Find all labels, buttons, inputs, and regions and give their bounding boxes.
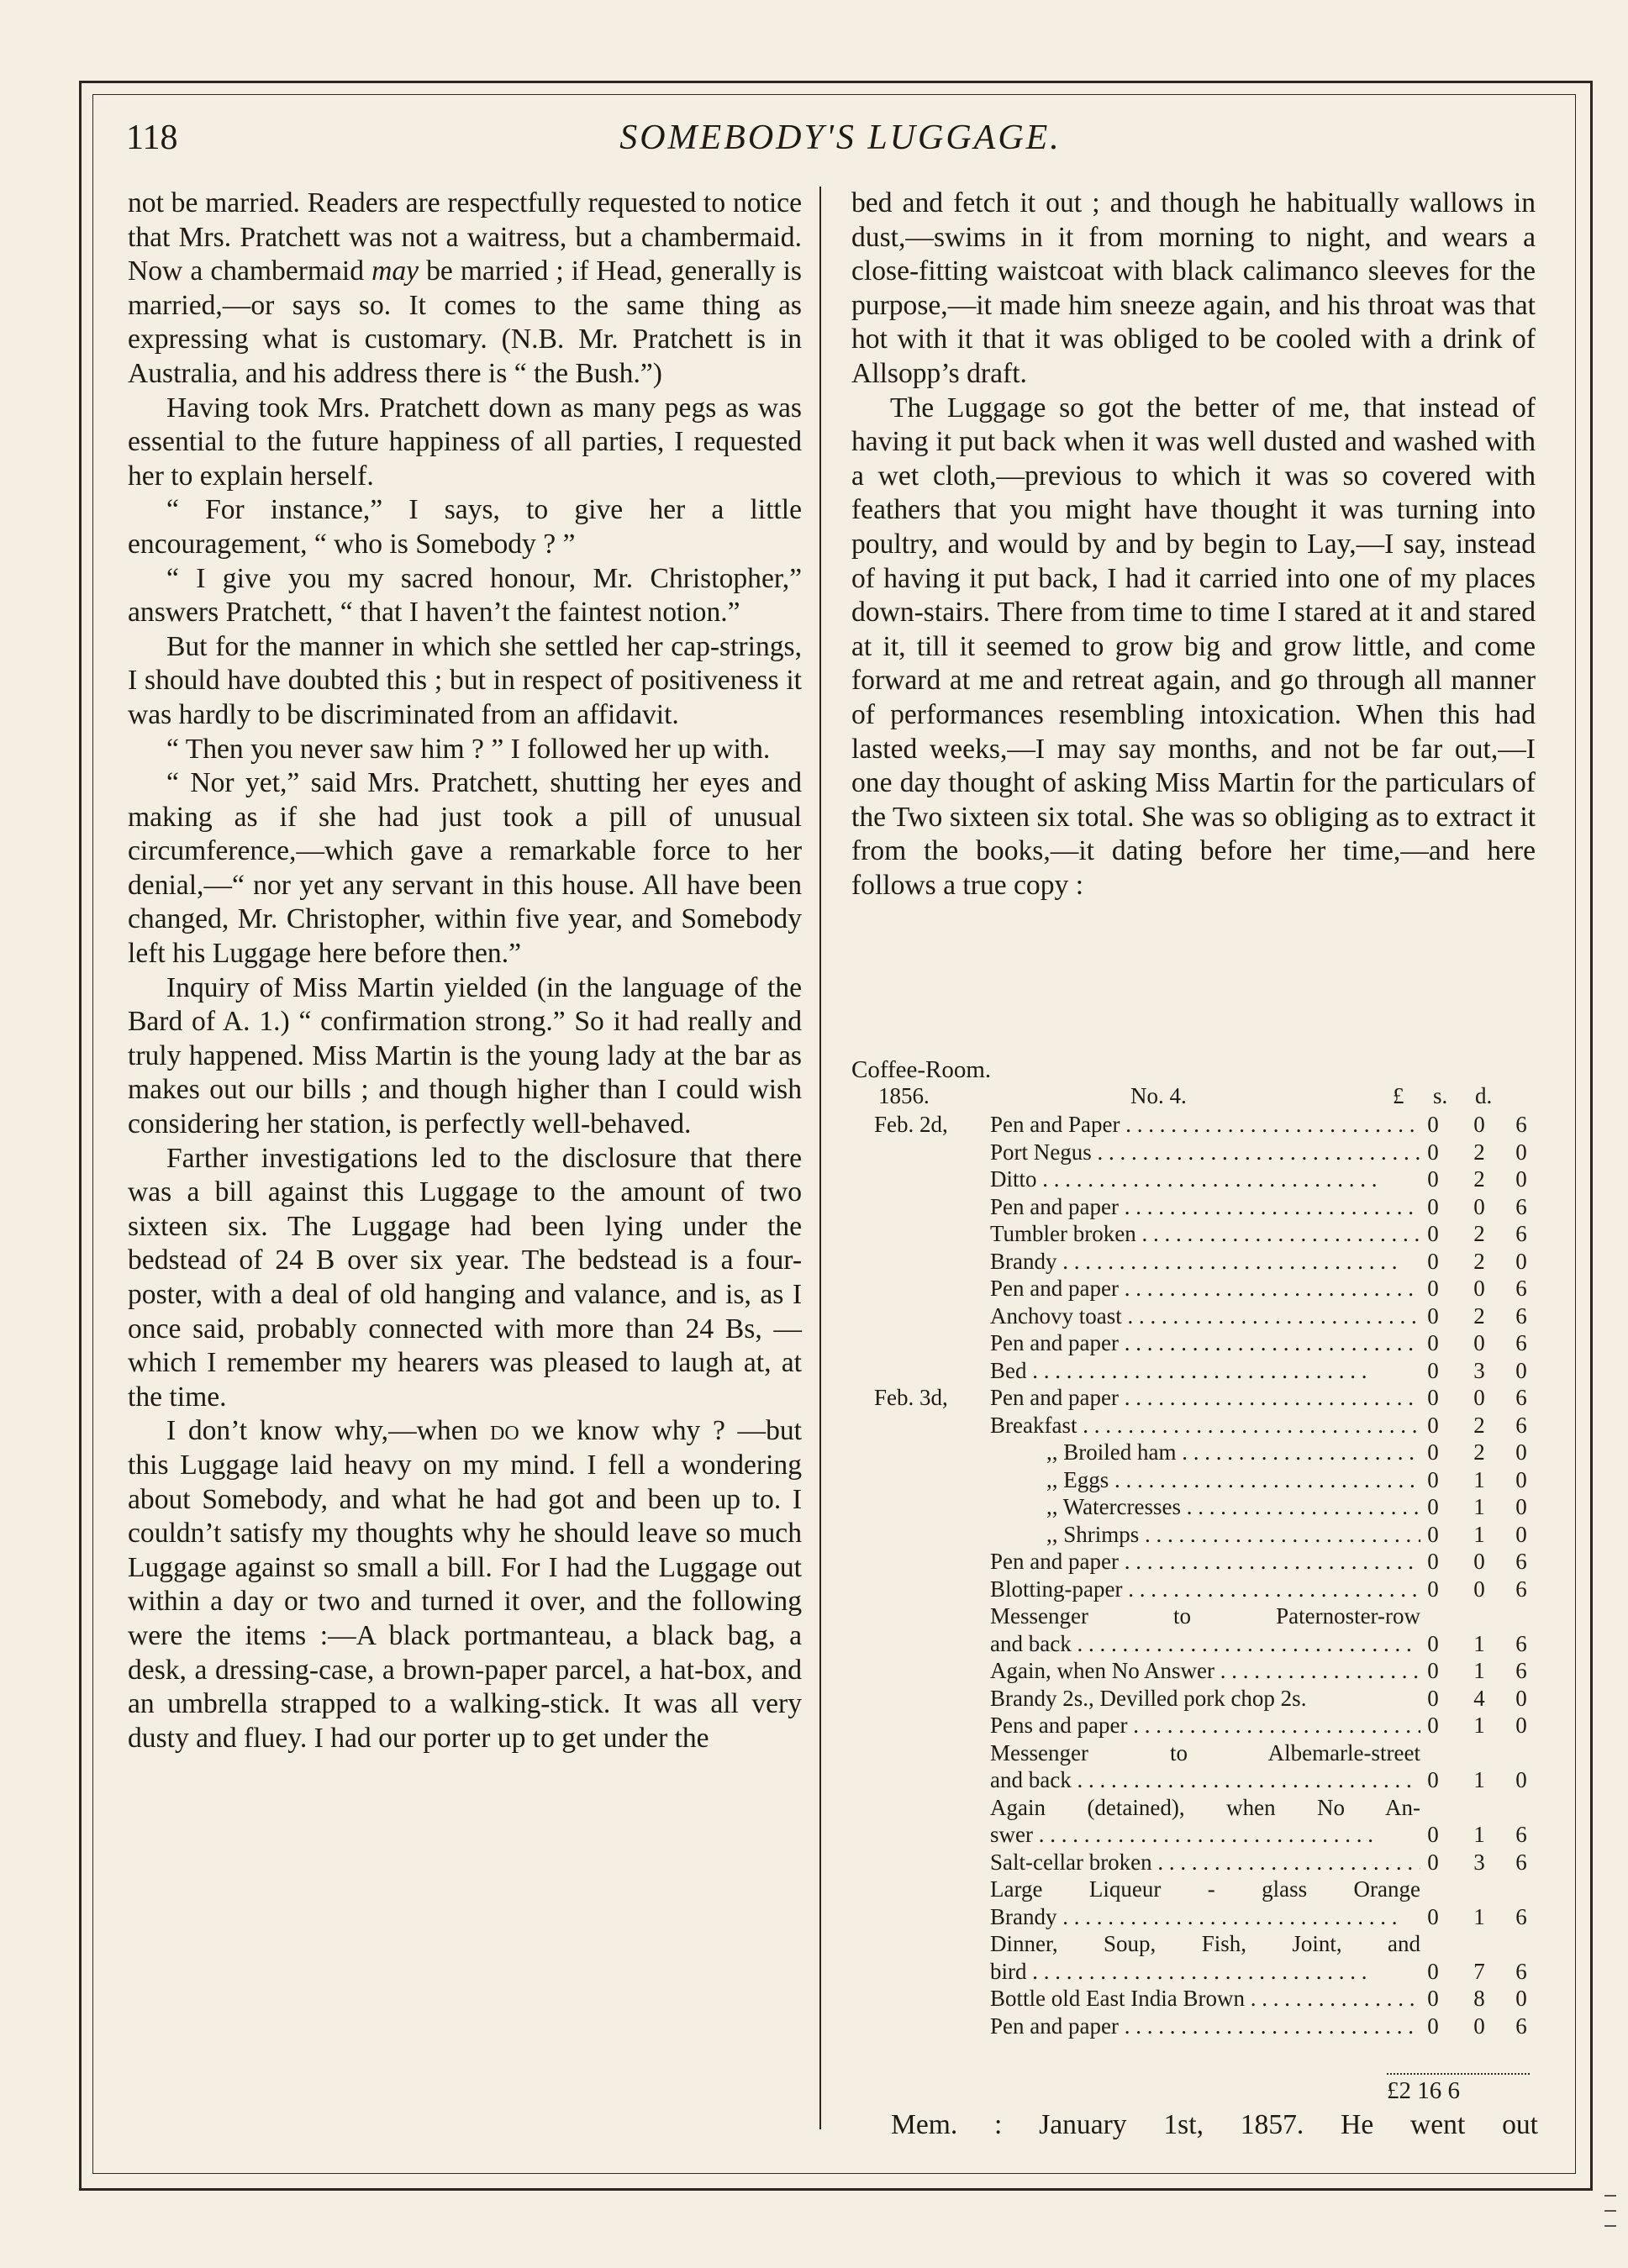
entry-shillings: 2: [1473, 1412, 1485, 1438]
entry-shillings: 2: [1473, 1221, 1485, 1246]
entry-shillings: 1: [1473, 1466, 1485, 1492]
entry-item: Dinner, Soup, Fish, Joint, and: [990, 1931, 1420, 1956]
entry-pence: 0: [1515, 1166, 1527, 1192]
entry-shillings: 8: [1473, 1986, 1485, 2011]
account-table: [874, 1111, 1546, 2039]
entry-pounds: 0: [1427, 1958, 1439, 1984]
entry-pounds: 0: [1427, 1166, 1439, 1192]
running-title: SOMEBODY'S LUGGAGE.: [619, 118, 1062, 157]
entry-pounds: 0: [1427, 1221, 1439, 1246]
entry-item: Tumbler broken . . .: [990, 1220, 1420, 1248]
entry-pence: 0: [1515, 1439, 1527, 1465]
entry-item: Pen and paper . . .: [990, 1275, 1420, 1302]
account-row: [874, 1466, 1546, 1494]
entry-pence: 6: [1515, 1221, 1527, 1246]
account-row: [874, 1302, 1546, 1330]
entry-pounds: 0: [1427, 1713, 1439, 1738]
account-row: [874, 1876, 1546, 1903]
entry-item: Brandy 2s., Devilled pork chop 2s.: [990, 1685, 1307, 1711]
account-row: [874, 1439, 1546, 1466]
memo-line: Mem. : January 1st, 1857. He went out: [891, 2109, 1538, 2140]
entry-pence: 6: [1515, 1658, 1527, 1683]
account-row: [874, 1766, 1546, 1794]
text-run: do: [490, 1415, 519, 1447]
paragraph: [128, 630, 802, 733]
text-run: But for the manner in which she settled her cap-strings, I should have doubted this ; but in respect of positiveness it was hardly to be discriminated from an affidavit.: [128, 630, 802, 730]
entry-shillings: 0: [1473, 1330, 1485, 1355]
entry-pence: 6: [1515, 1958, 1527, 1984]
account-header: [878, 1083, 1542, 1110]
entry-shillings: 2: [1473, 1166, 1485, 1192]
entry-item: Messenger to Albemarle-street: [990, 1739, 1420, 1765]
account-row: [874, 1821, 1546, 1849]
entry-pence: 0: [1515, 1713, 1527, 1738]
entry-shillings: 2: [1473, 1439, 1485, 1465]
entry-pounds: 0: [1427, 1849, 1439, 1875]
entry-pence: 0: [1515, 1685, 1527, 1711]
entry-item: Pen and paper . . .: [990, 1548, 1420, 1576]
entry-pounds: 0: [1427, 1822, 1439, 1847]
entry-shillings: 0: [1473, 2013, 1485, 2039]
entry-pence: 6: [1515, 1385, 1527, 1410]
text-run: we know why ? —but this Luggage laid heavy on my mind. I fell a wondering about Somebody, and what he had got and been up to. I couldn’t satisfy my thoughts why he should leave so much Luggage against so small a bill. For I had the Luggage out within a day or two and turned it over, and the following were the items :—A black portmanteau, a black bag, a desk, a dressing-case, a brown-paper parcel, a hat-box, and an umbrella strapped to a walking-stick. It was all very dusty and fluey. I had our porter up to get under the: [128, 1415, 802, 1754]
account-row: [874, 1521, 1546, 1549]
entry-pounds: 0: [1427, 1302, 1439, 1329]
entry-pence: 6: [1515, 1412, 1527, 1438]
account-row: [874, 1111, 1546, 1139]
entry-pounds: 0: [1427, 1385, 1439, 1410]
entry-shillings: 0: [1473, 1576, 1485, 1602]
account-row: [874, 1412, 1546, 1439]
text-run: “ Nor yet,” said Mrs. Pratchett, shutting her eyes and making as if she had just took a pill of unusual circumference,—which gave a remarkable force to her denial,—“ nor yet any servant in this house. All have been changed, Mr. Christopher, within five year, and Somebody left his Luggage here before then.”: [128, 767, 802, 970]
entry-item: Again (detained), when No An-: [990, 1794, 1420, 1820]
account-row: [874, 1712, 1546, 1739]
entry-item: Pen and paper . . .: [990, 1384, 1420, 1412]
entry-item: Large Liqueur - glass Orange: [990, 1876, 1420, 1902]
entry-pence: 0: [1515, 1466, 1527, 1492]
entry-item: Pen and Paper . . .: [990, 1111, 1420, 1139]
paragraph: [128, 766, 802, 971]
entry-pounds: 0: [1427, 1357, 1439, 1383]
pence-heading: d.: [1475, 1083, 1493, 1108]
account-row: [874, 1193, 1546, 1221]
account-row: [874, 1985, 1546, 2013]
entry-shillings: 1: [1473, 1767, 1485, 1792]
entry-item: Bed . . .: [990, 1357, 1420, 1385]
entry-pence: 0: [1515, 1767, 1527, 1792]
account-row: [874, 1275, 1546, 1302]
entry-pence: 0: [1515, 1521, 1527, 1547]
entry-item: Messenger to Paternoster-row: [990, 1603, 1420, 1629]
paragraph: [128, 187, 802, 392]
account-row: [874, 1739, 1546, 1767]
right-text-column: [851, 187, 1536, 902]
account-row: [874, 1493, 1546, 1521]
text-run: be married ; if Head, generally is married,—or says so. It comes to the same thing as expressing what is customary. (N.B. Mr. Pratchett is in Australia, and his address there is “ the Bush.”): [128, 255, 802, 389]
entry-shillings: 0: [1473, 1193, 1485, 1219]
account-row: [874, 1139, 1546, 1166]
entry-pence: 6: [1515, 2013, 1527, 2039]
text-run: Having took Mrs. Pratchett down as many pegs as was essential to the future happiness of all parties, I requested her to explain herself.: [128, 392, 802, 492]
entry-item: and back . . .: [990, 1630, 1420, 1658]
entry-shillings: 3: [1473, 1357, 1485, 1383]
entry-item: Ditto . . .: [990, 1166, 1420, 1193]
paragraph: [128, 392, 802, 494]
entry-item: Blotting-paper . . .: [990, 1576, 1420, 1603]
account-row: [874, 1602, 1546, 1630]
entry-item: Salt-cellar broken . . .: [990, 1849, 1420, 1876]
entry-pence: 6: [1515, 1112, 1527, 1137]
entry-pounds: 0: [1427, 1685, 1439, 1711]
paragraph: [128, 971, 802, 1142]
entry-shillings: 0: [1473, 1549, 1485, 1574]
running-header: [126, 118, 1555, 168]
entry-pounds: 0: [1427, 1412, 1439, 1438]
entry-item: Anchovy toast . . .: [990, 1302, 1420, 1330]
entry-shillings: 1: [1473, 1630, 1485, 1656]
entry-pounds: 0: [1427, 1521, 1439, 1547]
entry-pence: 0: [1515, 1986, 1527, 2011]
entry-shillings: 2: [1473, 1302, 1485, 1329]
account-number: No. 4.: [1130, 1083, 1187, 1108]
shillings-heading: s.: [1433, 1083, 1448, 1108]
entry-shillings: 4: [1473, 1685, 1485, 1711]
entry-item: ,, Shrimps . . .: [1046, 1521, 1420, 1549]
entry-item: swer . . .: [990, 1821, 1420, 1849]
paragraph: [128, 1142, 802, 1415]
paragraph: [128, 493, 802, 561]
account-row: [874, 1657, 1546, 1685]
account-row: [874, 1248, 1546, 1276]
entry-pounds: 0: [1427, 1276, 1439, 1301]
account-row: [874, 2013, 1546, 2040]
paragraph: [851, 187, 1536, 392]
account-row: [874, 1576, 1546, 1603]
entry-pounds: 0: [1427, 1439, 1439, 1465]
account-row: [874, 1849, 1546, 1876]
entry-pounds: 0: [1427, 1466, 1439, 1492]
entry-shillings: 1: [1473, 1903, 1485, 1929]
entry-pounds: 0: [1427, 1767, 1439, 1792]
account-title: Coffee-Room.: [851, 1056, 992, 1083]
pounds-heading: £: [1393, 1083, 1404, 1108]
account-row: [874, 1548, 1546, 1576]
entry-pence: 6: [1515, 1330, 1527, 1355]
account-row: [874, 1630, 1546, 1658]
entry-item: Pen and paper . . .: [990, 1329, 1420, 1357]
text-run: “ For instance,” I says, to give her a little encouragement, “ who is Somebody ? ”: [128, 494, 802, 560]
entry-pounds: 0: [1427, 1549, 1439, 1574]
entry-pence: 6: [1515, 1849, 1527, 1875]
paragraph: [128, 733, 802, 767]
entry-shillings: 0: [1473, 1385, 1485, 1410]
entry-pounds: 0: [1427, 1658, 1439, 1683]
text-run: “ I give you my sacred honour, Mr. Christopher,” answers Pratchett, “ that I haven’t the faintest notion.”: [128, 562, 802, 629]
page-number: 118: [126, 118, 178, 157]
entry-pounds: 0: [1427, 1139, 1439, 1165]
edge-mark: [1604, 2195, 1616, 2197]
entry-item: and back . . .: [990, 1766, 1420, 1794]
text-run: bed and fetch it out ; and though he habitually wallows in dust,—swims in it from morning to night, and wears a close-fitting waistcoat with black calimanco sleeves for the purpose,—it made him sneeze again, and his throat was that hot with it that it was obliged to be cooled with a drink of Allsopp’s draft.: [851, 187, 1536, 389]
entry-item: ,, Watercresses . . .: [1046, 1493, 1420, 1521]
entry-pounds: 0: [1427, 1248, 1439, 1274]
entry-item: Brandy . . .: [990, 1248, 1420, 1276]
entry-pounds: 0: [1427, 1193, 1439, 1219]
entry-pence: 6: [1515, 1302, 1527, 1329]
entry-pence: 0: [1515, 1248, 1527, 1274]
paragraph: [128, 562, 802, 630]
entry-shillings: 7: [1473, 1958, 1485, 1984]
entry-date: Feb. 2d,: [874, 1112, 948, 1137]
column-divider: [819, 187, 821, 2129]
entry-pence: 6: [1515, 1276, 1527, 1301]
account-row: [874, 1357, 1546, 1385]
entry-pence: 0: [1515, 1494, 1527, 1519]
entry-item: bird . . .: [990, 1958, 1420, 1986]
entry-item: Brandy . . .: [990, 1903, 1420, 1931]
account-row: [874, 1166, 1546, 1193]
account-year: 1856.: [878, 1083, 930, 1108]
entry-pounds: 0: [1427, 2013, 1439, 2039]
entry-item: ,, Broiled ham . . .: [1046, 1439, 1420, 1466]
edge-mark: [1604, 2210, 1616, 2212]
entry-pence: 6: [1515, 1576, 1527, 1602]
account-row: [874, 1794, 1546, 1822]
entry-shillings: 1: [1473, 1658, 1485, 1683]
account-row: [874, 1685, 1546, 1713]
text-run: “ Then you never saw him ? ” I followed her up with.: [166, 733, 771, 765]
entry-item: Again, when No Answer . . .: [990, 1657, 1420, 1685]
entry-shillings: 2: [1473, 1248, 1485, 1274]
entry-shillings: 3: [1473, 1849, 1485, 1875]
text-run: Inquiry of Miss Martin yielded (in the language of the Bard of A. 1.) “ confirmation strong.” So it had really and truly happened. Miss Martin is the young lady at the bar as makes out our bills ; and though higher than I could wish considering her station, is perfectly well-behaved.: [128, 971, 802, 1140]
entry-item: Pens and paper . . .: [990, 1712, 1420, 1739]
entry-pounds: 0: [1427, 1494, 1439, 1519]
paragraph: [851, 392, 1536, 903]
paragraph: [128, 1414, 802, 1755]
entry-pounds: 0: [1427, 1630, 1439, 1656]
account-row: [874, 1903, 1546, 1931]
left-text-column: [128, 187, 802, 1755]
entry-shillings: 1: [1473, 1494, 1485, 1519]
entry-shillings: 0: [1473, 1276, 1485, 1301]
account-row: [874, 1958, 1546, 1986]
entry-pence: 6: [1515, 1549, 1527, 1574]
entry-pence: 0: [1515, 1139, 1527, 1165]
entry-shillings: 1: [1473, 1521, 1485, 1547]
text-run: Farther investigations led to the disclosure that there was a bill against this Luggage to the amount of two sixteen six. The Luggage had been lying under the bedstead of 24 B over six year. The bedstead is a four-poster, with a deal of old hanging and valance, and is, as I once said, probably connected with more than 24 Bs, —which I remember my hearers was pleased to laugh at, at the time.: [128, 1142, 802, 1413]
entry-pounds: 0: [1427, 1330, 1439, 1355]
entry-shillings: 1: [1473, 1822, 1485, 1847]
total-rule: [1387, 2073, 1530, 2075]
entry-item: Bottle old East India Brown . . .: [990, 1985, 1420, 2013]
text-run: may: [371, 255, 419, 287]
account-row: [874, 1329, 1546, 1357]
entry-pence: 6: [1515, 1630, 1527, 1656]
account-row: [874, 1930, 1546, 1958]
entry-item: Pen and paper . . .: [990, 2013, 1420, 2040]
entry-pounds: 0: [1427, 1903, 1439, 1929]
account-row: [874, 1220, 1546, 1248]
account-total: £2 16 6: [1387, 2077, 1460, 2104]
entry-shillings: 2: [1473, 1139, 1485, 1165]
text-run: I don’t know why,—when: [166, 1415, 491, 1447]
entry-pence: 6: [1515, 1903, 1527, 1929]
entry-pounds: 0: [1427, 1986, 1439, 2011]
entry-shillings: 1: [1473, 1713, 1485, 1738]
account-row: [874, 1384, 1546, 1412]
entry-item: Port Negus . . .: [990, 1139, 1420, 1166]
entry-pence: 6: [1515, 1822, 1527, 1847]
entry-pounds: 0: [1427, 1576, 1439, 1602]
entry-date: Feb. 3d,: [874, 1385, 948, 1410]
entry-item: Breakfast . . .: [990, 1412, 1420, 1439]
text-run: not be married. Readers are respectfully requested to notice that Mrs. Pratchett was not a waitress, but a chambermaid. Now a chambermaid: [128, 187, 802, 287]
entry-pence: 0: [1515, 1357, 1527, 1383]
entry-item: Pen and paper . . .: [990, 1193, 1420, 1221]
entry-pence: 6: [1515, 1193, 1527, 1219]
edge-mark: [1604, 2225, 1616, 2227]
entry-shillings: 0: [1473, 1112, 1485, 1137]
entry-pounds: 0: [1427, 1112, 1439, 1137]
entry-item: ,, Eggs . . .: [1046, 1466, 1420, 1494]
text-run: The Luggage so got the better of me, that instead of having it put back when it was well dusted and washed with a wet cloth,—previous to which it was so covered with feathers that you might have thought it was turning into poultry, and would by and by begin to Lay,—I say, instead of having it put back, I had it carried into one of my places down-stairs. There from time to time I stared at it and stared at it, till it seemed to grow big and grow little, and come forward at me and retreat again, and go through all manner of performances resembling intoxication. When this had lasted weeks,—I may say months, and not be far out,—I one day thought of asking Miss Martin for the particulars of the Two sixteen six total. She was so obliging as to extract it from the books,—it dating before her time,—and here follows a true copy :: [851, 392, 1536, 901]
